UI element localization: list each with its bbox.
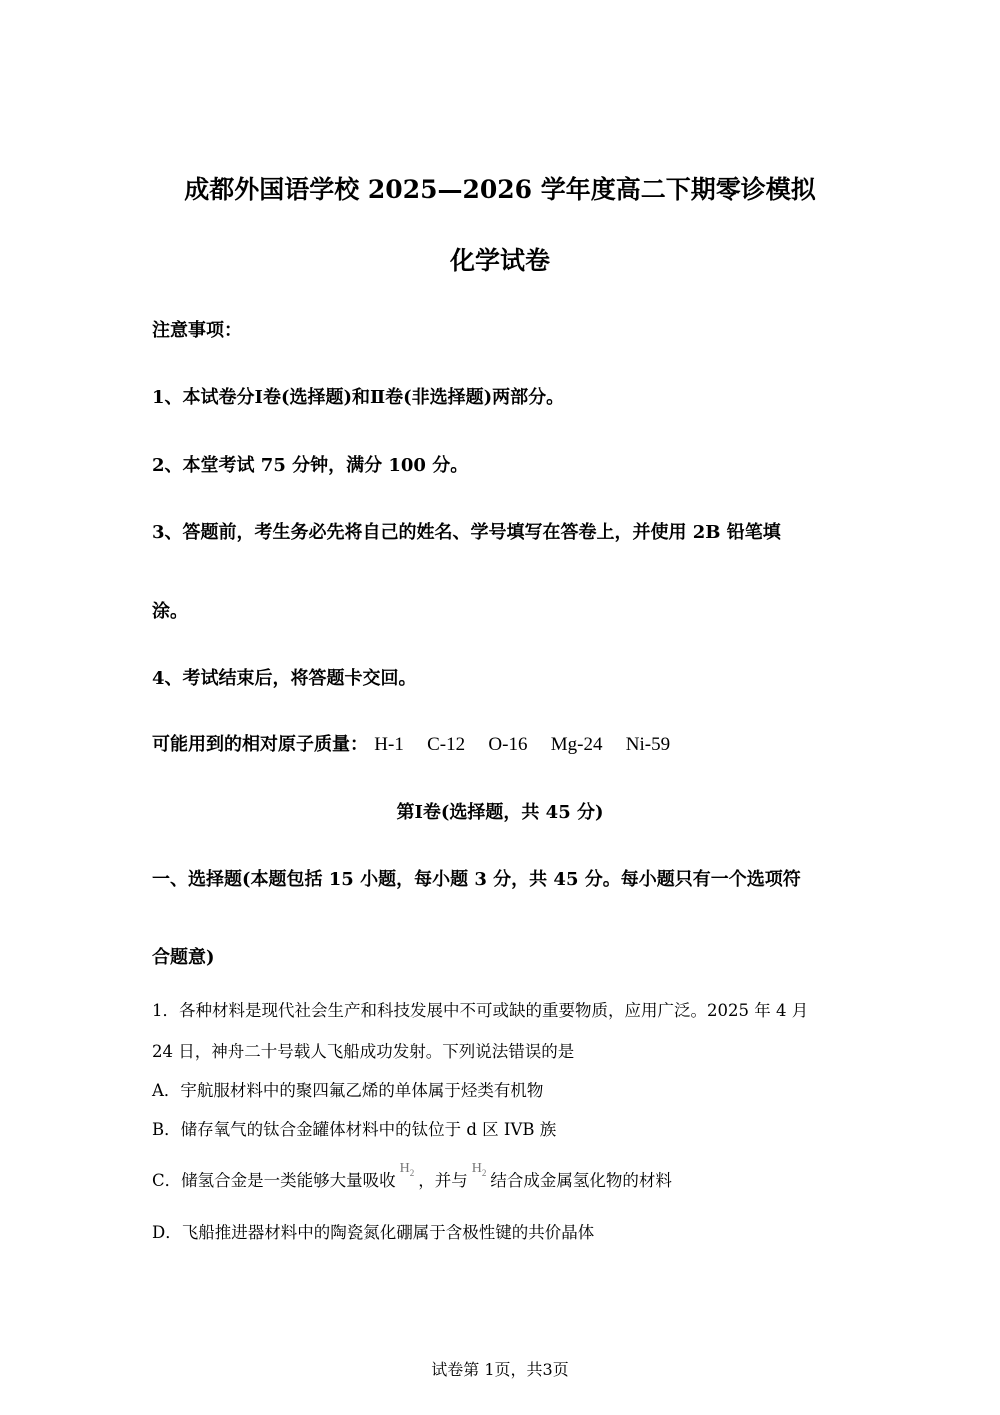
notice-item-4: 4、考试结束后，将答题卡交回。 xyxy=(152,668,417,689)
h2-formula-2-subscript: 2 xyxy=(481,1167,487,1178)
title-line-2: 化学试卷 xyxy=(449,246,550,275)
notice-item-1: 1、本试卷分Ⅰ卷(选择题)和Ⅱ卷(非选择题)两部分。 xyxy=(152,387,565,408)
option-c-text-3: 结合成金属氢化物的材料 xyxy=(490,1171,672,1190)
mass-mg: Mg-24 xyxy=(550,734,603,755)
page-footer: 试卷第 1页，共3页 xyxy=(431,1360,569,1379)
notice-item-3b: 涂。 xyxy=(152,601,188,622)
atomic-masses-label: 可能用到的相对原子质量： xyxy=(152,734,368,755)
section-heading-a: 一、选择题(本题包括 15 小题，每小题 3 分，共 45 分。每小题只有一个选项符 xyxy=(152,869,801,890)
question-1-option-d: D．飞船推进器材料中的陶瓷氮化硼属于含极性键的共价晶体 xyxy=(152,1223,595,1242)
mass-h: H-1 xyxy=(374,734,404,755)
question-1-stem-a: 1．各种材料是现代社会生产和科技发展中不可或缺的重要物质，应用广泛。2025 年 4 月 xyxy=(152,1001,809,1020)
h2-formula-1-subscript: 2 xyxy=(409,1167,415,1178)
question-1-option-b: B．储存氧气的钛合金罐体材料中的钛位于 d 区 IVB 族 xyxy=(152,1120,557,1139)
mass-o: O-16 xyxy=(488,734,528,755)
h2-formula-2 xyxy=(472,1161,487,1178)
h2-formula-2-symbol: H xyxy=(471,1161,482,1176)
mass-c: C-12 xyxy=(427,734,466,755)
h2-formula-1 xyxy=(400,1161,415,1178)
mass-ni: Ni-59 xyxy=(625,734,671,755)
section-heading-b: 合题意) xyxy=(152,947,215,968)
atomic-masses-line xyxy=(152,730,687,756)
question-1-option-a: A．宇航服材料中的聚四氟乙烯的单体属于烃类有机物 xyxy=(152,1081,544,1100)
question-1-stem-b: 24 日，神舟二十号载人飞船成功发射。下列说法错误的是 xyxy=(152,1042,575,1061)
h2-formula-1-symbol: H xyxy=(399,1161,410,1176)
part-title: 第Ⅰ卷(选择题，共 45 分) xyxy=(396,802,604,823)
option-c-text-1: C．储氢合金是一类能够大量吸收 xyxy=(152,1171,396,1190)
question-1-option-c xyxy=(152,1161,672,1192)
notice-heading: 注意事项： xyxy=(152,320,242,341)
title-line-1: 成都外国语学校 2025—2026 学年度高二下期零诊模拟 xyxy=(184,175,816,204)
notice-item-2: 2、本堂考试 75 分钟，满分 100 分。 xyxy=(152,455,469,476)
option-c-text-2: ，并与 xyxy=(418,1171,468,1190)
notice-item-3a: 3、答题前，考生务必先将自己的姓名、学号填写在答卷上，并使用 2B 铅笔填 xyxy=(152,522,781,543)
